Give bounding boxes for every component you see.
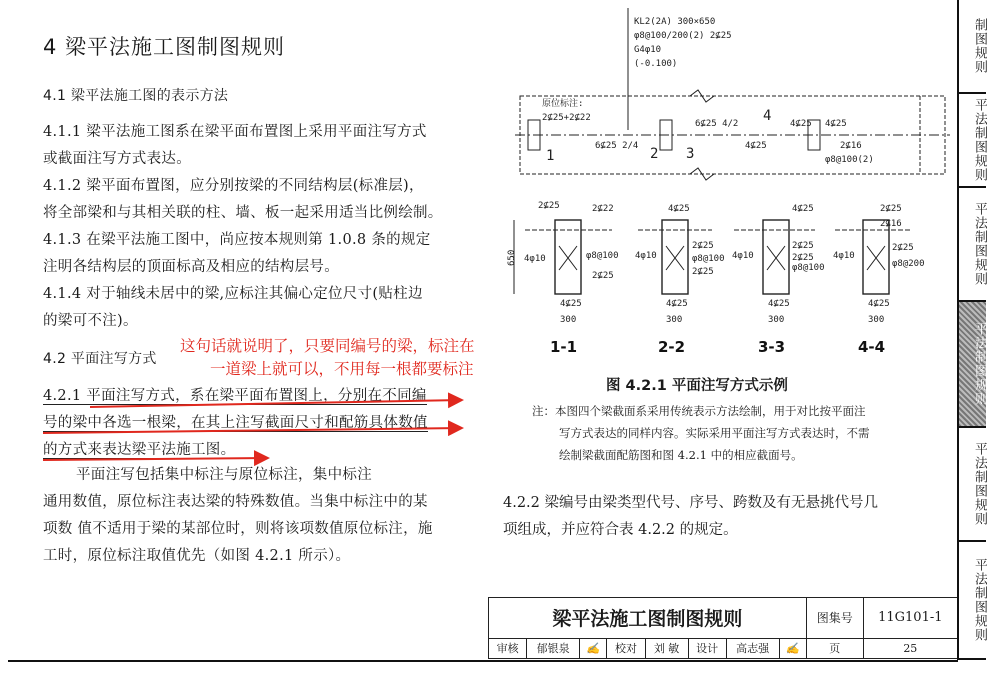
check-name: 刘 敏 [645, 638, 688, 658]
figure-text: φ8@100 [792, 263, 825, 273]
figure-text: φ8@100 [692, 254, 725, 264]
figure-text: 4⊈25 [825, 119, 847, 129]
stirrup-hatch [767, 246, 785, 270]
figure-text: φ8@100/200(2) 2⊈25 [634, 31, 732, 41]
figure-text: 6⊈25 2/4 [595, 141, 639, 151]
figure-text: 4φ10 [833, 251, 855, 261]
red-arrow [43, 458, 268, 460]
figure-caption: 图 4.2.1 平面注写方式示例 [606, 378, 788, 394]
para-4-1-4-line1: 4.1.4 对于轴线未居中的梁,应标注其偏心定位尺寸(贴柱边 [43, 286, 423, 302]
figure-text: 6⊈25 4/2 [695, 119, 739, 129]
figure-text: 300 [768, 315, 785, 325]
underlined-text: 4.2.1 平面注写方式，系在梁平面布置图上，分别在不同编 [43, 388, 427, 404]
span-number: 1 [546, 148, 555, 164]
underlined-text: 的方式来表达梁平法施工图。 [43, 442, 236, 458]
page-border-bottom [8, 660, 958, 662]
figure-text: 4⊈25 [666, 299, 688, 309]
figure-text: 4⊈25 [790, 119, 812, 129]
side-tab[interactable]: 制图规则 [957, 0, 986, 94]
figure-text: 4φ10 [524, 254, 546, 264]
para-4-1-2-line1: 4.1.2 梁平面布置图，应分别按梁的不同结构层(标准层)， [43, 178, 424, 194]
signature: ✍ [779, 638, 806, 658]
figure-text: φ8@100 [586, 251, 619, 261]
section-outline [662, 220, 688, 294]
page-title: 4 梁平法施工图制图规则 [43, 35, 286, 59]
para-4-2-1-line6: 项数 值不适用于梁的某部位时，则将该项数值原位标注，施 [43, 521, 433, 537]
figure-text: 原位标注: [542, 99, 584, 109]
para-4-1-2-line2: 将全部梁和与其相关联的柱、墙、板一起采用适当比例绘制。 [43, 205, 443, 221]
break-symbol [690, 168, 714, 180]
para-4-2-1-line5: 通用数值，原位标注表达梁的特殊数值。当集中标注中的某 [43, 494, 428, 510]
figure-text: 2⊈25+2⊈22 [542, 113, 591, 123]
para-4-2-1-line7: 工时，原位标注取值优先（如图 4.2.1 所示）。 [43, 548, 351, 564]
para-4-2-2-line1: 4.2.2 梁编号由梁类型代号、序号、跨数及有无悬挑代号几 [503, 495, 879, 511]
figure-text: φ8@200 [892, 259, 925, 269]
section-4-2-heading: 4.2 平面注写方式 [43, 351, 157, 367]
side-tab[interactable]: 平法制图规则 [957, 188, 986, 302]
figure-text: 2⊈25 [692, 241, 714, 251]
figure-text: 2⊈16 [880, 219, 902, 229]
page-label: 页 [806, 638, 863, 658]
figure-text: 300 [868, 315, 885, 325]
figure-text: 2⊈25 [792, 241, 814, 251]
span-number: 4 [763, 108, 772, 124]
para-4-1-1-line2: 或截面注写方式表达。 [43, 151, 191, 167]
para-4-1-3-line1: 4.1.3 在梁平法施工图中，尚应按本规则第 1.0.8 条的规定 [43, 232, 431, 248]
figure-text: 4⊈25 [745, 141, 767, 151]
underlined-text: 号的梁中各选一根梁，在其上注写截面尺寸和配筋具体数值 [43, 415, 428, 431]
side-tab[interactable]: 平法制图规则 [957, 428, 986, 542]
stirrup-hatch [559, 246, 577, 270]
figure-note-line2: 写方式表达的同样内容。实际采用平面注写方式表达时，不需 [559, 426, 870, 440]
figure-text: 4φ10 [732, 251, 754, 261]
drawing-title: 梁平法施工图制图规则 [489, 598, 807, 639]
page-number: 25 [863, 638, 957, 658]
signature: ✍ [580, 638, 607, 658]
span-number: 3 [686, 146, 695, 162]
section-2-2 [635, 204, 725, 356]
span-number: 2 [650, 146, 659, 162]
section-label: 1-1 [550, 338, 578, 356]
figure-text: 2⊈25 [880, 204, 902, 214]
design-name: 高志强 [726, 638, 779, 658]
section-3-3 [732, 204, 825, 356]
section-label: 4-4 [858, 338, 886, 356]
height-dimension: 650 [507, 249, 517, 266]
stirrup-hatch [867, 246, 885, 270]
para-4-1-1-line1: 4.1.1 梁平法施工图系在梁平面布置图上采用平面注写方式 [43, 124, 427, 140]
design-label: 设计 [688, 638, 726, 658]
figure-text: 4⊈25 [768, 299, 790, 309]
figure-text: 300 [666, 315, 683, 325]
figure-text: 2⊈16 [840, 141, 862, 151]
section-outline [863, 220, 889, 294]
para-4-2-2-line2: 项组成，并应符合表 4.2.2 的规定。 [503, 522, 738, 538]
stirrup-hatch [666, 246, 684, 270]
check-label: 校对 [607, 638, 645, 658]
figure-text: 2⊈25 [792, 253, 814, 263]
figure-text: 4⊈25 [668, 204, 690, 214]
section-label: 3-3 [758, 338, 786, 356]
para-4-2-1-line4: 平面注写包括集中标注与原位标注，集中标注 [76, 467, 372, 483]
para-4-1-3-line2: 注明各结构层的顶面标高及相应的结构层号。 [43, 259, 339, 275]
figure-note-line3: 绘制梁截面配筋图和图 4.2.1 中的相应截面号。 [559, 448, 803, 462]
break-symbol [690, 90, 714, 102]
figure-text: KL2(2A) 300×650 [634, 17, 716, 27]
side-tab-active[interactable]: 平法制图规则 [957, 302, 986, 428]
beam-figure [500, 8, 955, 368]
side-tab[interactable]: 平法制图规则 [957, 542, 986, 660]
figure-text: φ8@100(2) [825, 155, 874, 165]
section-1-1 [524, 201, 619, 356]
side-tab[interactable]: 平法制图规则 [957, 94, 986, 188]
section-outline [555, 220, 581, 294]
handwritten-annotation-line2: 一道梁上就可以，不用每一根都要标注 [210, 360, 474, 378]
figure-text: 2⊈25 [538, 201, 560, 211]
figure-text: G4φ10 [634, 45, 662, 55]
atlas-label: 图集号 [806, 598, 863, 639]
atlas-number: 11G101-1 [863, 598, 957, 639]
figure-text: 4φ10 [635, 251, 657, 261]
section-4-4 [833, 204, 925, 356]
review-label: 审核 [489, 638, 527, 658]
section-label: 2-2 [658, 338, 686, 356]
figure-note-line1: 注：本图四个梁截面系采用传统表示方法绘制，用于对比按平面注 [532, 404, 866, 418]
red-arrow [90, 400, 462, 407]
para-4-1-4-line2: 的梁可不注)。 [43, 313, 138, 329]
figure-text: 2⊈25 [692, 267, 714, 277]
figure-text: 4⊈25 [868, 299, 890, 309]
figure-text: 2⊈25 [592, 271, 614, 281]
handwritten-annotation-line1: 这句话就说明了，只要同编号的梁，标注在 [180, 337, 475, 355]
section-outline [763, 220, 789, 294]
review-name: 郁银泉 [527, 638, 580, 658]
title-block [488, 597, 958, 659]
figure-text: 2⊈25 [892, 243, 914, 253]
red-arrow [43, 428, 462, 433]
figure-text: 300 [560, 315, 577, 325]
figure-text: 4⊈25 [792, 204, 814, 214]
section-4-1-heading: 4.1 梁平法施工图的表示方法 [43, 88, 229, 104]
figure-text: 2⊈22 [592, 204, 614, 214]
figure-text: 4⊈25 [560, 299, 582, 309]
figure-text: (-0.100) [634, 59, 678, 69]
